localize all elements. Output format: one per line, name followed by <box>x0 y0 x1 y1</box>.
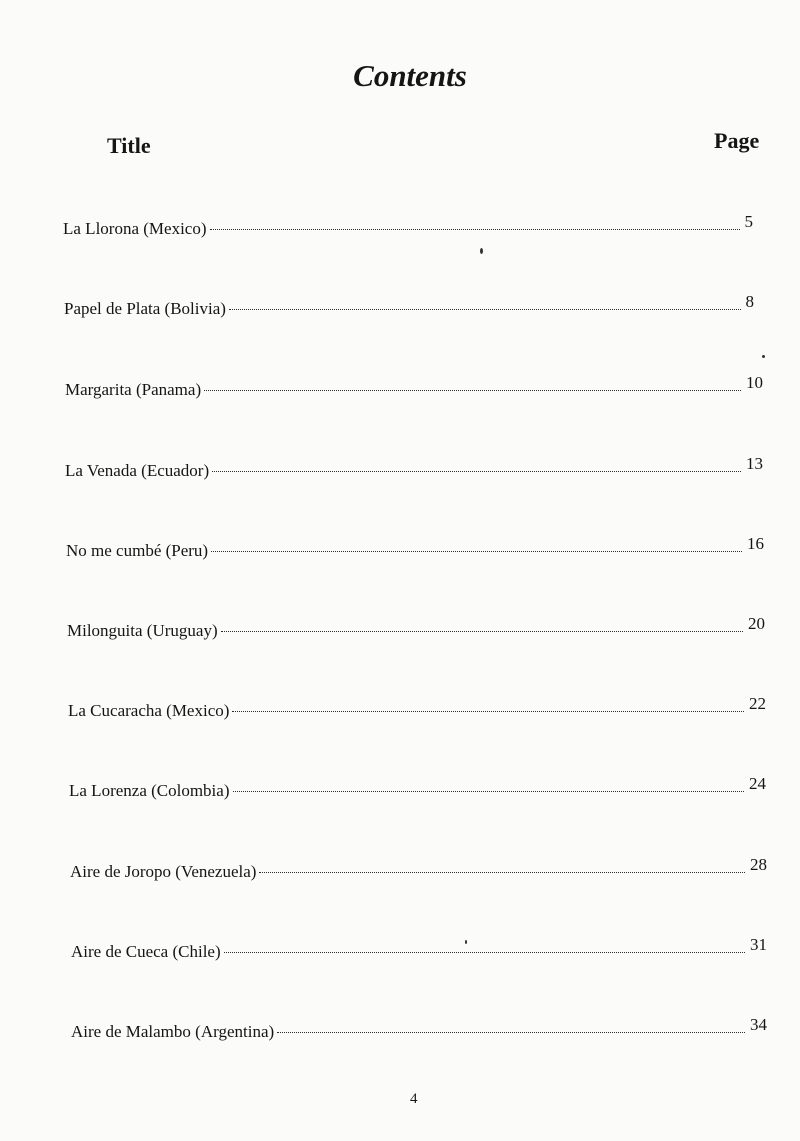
toc-entry-title: Aire de Cueca (Chile) <box>71 942 221 961</box>
toc-entry-title: La Cucaracha (Mexico) <box>68 701 230 720</box>
toc-entry-page: 31 <box>750 935 767 954</box>
dot-leader <box>212 471 741 472</box>
toc-entry-page: 5 <box>744 212 753 231</box>
toc-entry <box>66 534 764 562</box>
dot-leader <box>204 390 741 391</box>
toc-entry-title: Aire de Joropo (Venezuela) <box>70 862 257 881</box>
toc-entry-title: La Venada (Ecuador) <box>65 461 210 480</box>
toc-entry-page: 8 <box>745 292 754 311</box>
toc-entry-page: 13 <box>746 454 763 473</box>
dot-leader <box>224 952 745 953</box>
toc-entry-title: La Llorona (Mexico) <box>63 219 207 238</box>
toc-entry <box>65 373 763 401</box>
dot-leader <box>232 711 744 712</box>
toc-entry <box>71 935 767 963</box>
toc-entry <box>65 454 763 482</box>
toc-entry <box>67 614 765 642</box>
toc-entry-page: 34 <box>750 1015 767 1034</box>
scan-speck <box>762 355 765 358</box>
column-header-title: Title <box>107 133 151 158</box>
toc-entry <box>71 1015 767 1043</box>
toc-entry <box>68 694 766 722</box>
scan-speck <box>465 940 467 944</box>
page-number: 4 <box>410 1091 418 1107</box>
dot-leader <box>221 631 743 632</box>
toc-entry-page: 20 <box>748 614 765 633</box>
page-title: Contents <box>353 58 467 93</box>
dot-leader <box>210 229 740 230</box>
toc-entry-page: 22 <box>749 694 766 713</box>
dot-leader <box>233 791 745 792</box>
dot-leader <box>277 1032 745 1033</box>
toc-entry-title: Papel de Plata (Bolivia) <box>64 299 226 318</box>
dot-leader <box>229 309 741 310</box>
toc-entry-page: 10 <box>746 373 763 392</box>
column-header-page: Page <box>714 128 760 153</box>
toc-entry <box>64 292 754 320</box>
toc-entry-page: 28 <box>750 855 767 874</box>
toc-entry <box>63 212 753 240</box>
toc-entry-title: No me cumbé (Peru) <box>66 541 209 560</box>
toc-entry-page: 16 <box>747 534 764 553</box>
toc-entry-title: Aire de Malambo (Argentina) <box>71 1022 275 1041</box>
toc-entry-title: La Lorenza (Colombia) <box>69 781 230 800</box>
dot-leader <box>259 872 745 873</box>
dot-leader <box>211 551 742 552</box>
toc-entry <box>70 855 767 883</box>
toc-entry-title: Margarita (Panama) <box>65 380 202 399</box>
toc-entry <box>69 774 766 802</box>
toc-entry-page: 24 <box>749 774 766 793</box>
toc-entry-title: Milonguita (Uruguay) <box>67 621 218 640</box>
scan-speck <box>480 248 483 254</box>
